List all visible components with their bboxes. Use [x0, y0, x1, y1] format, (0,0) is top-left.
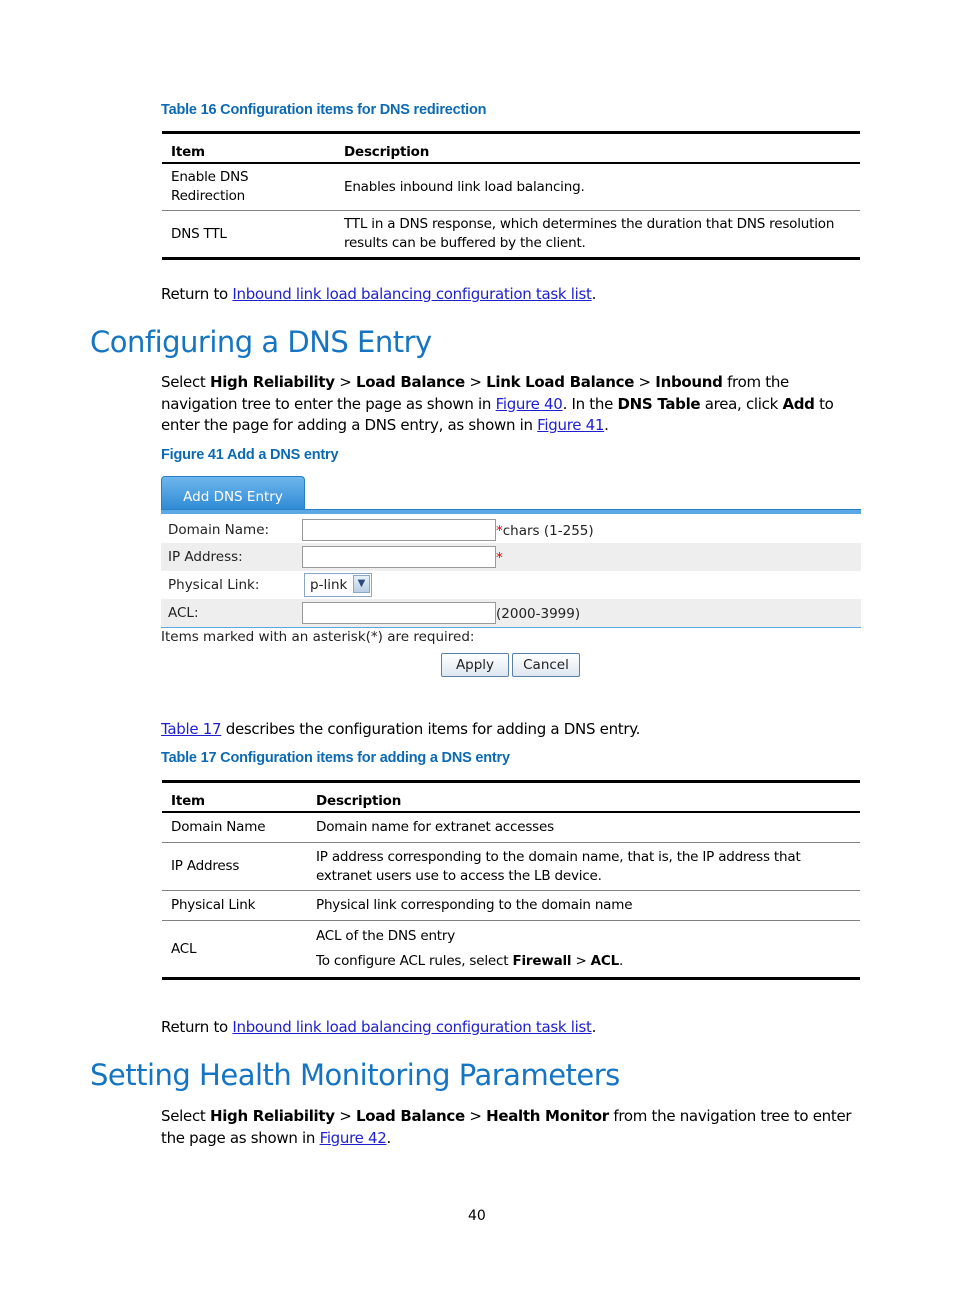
table16-cell-description: TTL in a DNS response, which determines the duration that DNS resolution results can be buffered by the client.	[335, 211, 860, 259]
table17-caption: Table 17 Configuration items for adding a DNS entry	[161, 750, 510, 766]
return-prefix: Return to	[161, 1018, 233, 1036]
physical-link-value: p-link	[310, 577, 348, 593]
section-heading-dns-entry: Configuring a DNS Entry	[90, 325, 432, 359]
cancel-button[interactable]: Cancel	[512, 653, 580, 677]
chevron-down-icon[interactable]: ▼	[353, 575, 370, 593]
section-heading-health-monitoring: Setting Health Monitoring Parameters	[90, 1058, 620, 1092]
tab-bar	[161, 509, 861, 514]
table16-header-description: Description	[335, 133, 860, 164]
table17-cell-item: ACL	[162, 921, 307, 979]
table17-intro-text: describes the configuration items for adding a DNS entry.	[221, 720, 641, 738]
table17-header-item: Item	[162, 782, 307, 813]
table-row	[162, 211, 860, 259]
figure40-link[interactable]: Figure 40	[495, 394, 563, 413]
table17-intro	[161, 719, 866, 741]
acl-description-line1: ACL of the DNS entry	[316, 928, 456, 944]
task-list-link[interactable]: Inbound link load balancing configuration task list	[232, 285, 592, 303]
physical-link-row	[161, 571, 861, 599]
ip-address-label: IP Address:	[168, 549, 243, 565]
domain-name-input[interactable]	[302, 519, 496, 541]
table-row	[162, 921, 860, 979]
acl-label: ACL:	[168, 605, 199, 621]
page-number: 40	[468, 1208, 486, 1224]
table17-cell-description: Physical link corresponding to the domain name	[307, 891, 860, 921]
table17-cell-item: Domain Name	[162, 812, 307, 843]
physical-link-label: Physical Link:	[168, 577, 260, 593]
return-suffix: .	[591, 1018, 597, 1036]
table17-cell-description: Domain name for extranet accesses	[307, 812, 860, 843]
return-paragraph-2	[161, 1017, 866, 1039]
required-note: Items marked with an asterisk(*) are required:	[161, 629, 475, 645]
table17-cell-description: IP address corresponding to the domain name, that is, the IP address that extranet users use to access the LB device.	[307, 843, 860, 891]
table16-cell-item: Enable DNS Redirection	[162, 163, 335, 211]
table17-header-description: Description	[307, 782, 860, 813]
add-dns-entry-form	[161, 476, 861, 686]
table-row	[162, 891, 860, 921]
acl-row	[161, 599, 861, 628]
table16-caption: Table 16 Configuration items for DNS redirection	[161, 102, 487, 118]
physical-link-select[interactable]	[304, 573, 372, 597]
table17-cell-item: Physical Link	[162, 891, 307, 921]
table17-link[interactable]: Table 17	[161, 720, 222, 738]
table-row	[162, 843, 860, 891]
ip-address-input[interactable]	[302, 546, 496, 568]
acl-description-line2: To configure ACL rules, select Firewall > ACL.	[316, 953, 624, 969]
section1-paragraph: Select High Reliability > Load Balance > Link Load Balance > Inbound from the navigation tree to enter the page as shown in Figure 40. In the DNS Table area, click Add to enter the page for adding a DNS entry, as shown in Figure 41.	[161, 373, 834, 434]
tab-add-dns-entry[interactable]: Add DNS Entry	[161, 476, 305, 510]
apply-button[interactable]: Apply	[441, 653, 509, 677]
table16-cell-description: Enables inbound link load balancing.	[335, 163, 860, 211]
section2-paragraph: Select High Reliability > Load Balance > Health Monitor from the navigation tree to enter the page as shown in Figure 42.	[161, 1107, 852, 1147]
domain-name-label: Domain Name:	[168, 522, 270, 538]
ip-address-required-star: *	[496, 550, 503, 566]
return-prefix: Return to	[161, 285, 233, 303]
table16	[162, 131, 860, 260]
table17-cell-description	[307, 921, 860, 979]
return-suffix: .	[591, 285, 597, 303]
figure42-link[interactable]: Figure 42	[319, 1128, 387, 1147]
table16-header-item: Item	[162, 133, 335, 164]
table-row	[162, 812, 860, 843]
table17	[162, 780, 860, 980]
acl-hint: (2000-3999)	[496, 606, 581, 622]
table17-cell-item: IP Address	[162, 843, 307, 891]
ip-address-row	[161, 543, 861, 571]
figure41-link[interactable]: Figure 41	[537, 416, 605, 434]
task-list-link[interactable]: Inbound link load balancing configuration task list	[232, 1018, 592, 1036]
table16-cell-item: DNS TTL	[162, 211, 335, 259]
return-paragraph-1	[161, 284, 866, 306]
acl-input[interactable]	[302, 602, 496, 624]
domain-name-row	[161, 516, 861, 544]
table-row	[162, 163, 860, 211]
figure41-caption: Figure 41 Add a DNS entry	[161, 447, 339, 463]
domain-name-hint: *chars (1-255)	[496, 523, 594, 539]
